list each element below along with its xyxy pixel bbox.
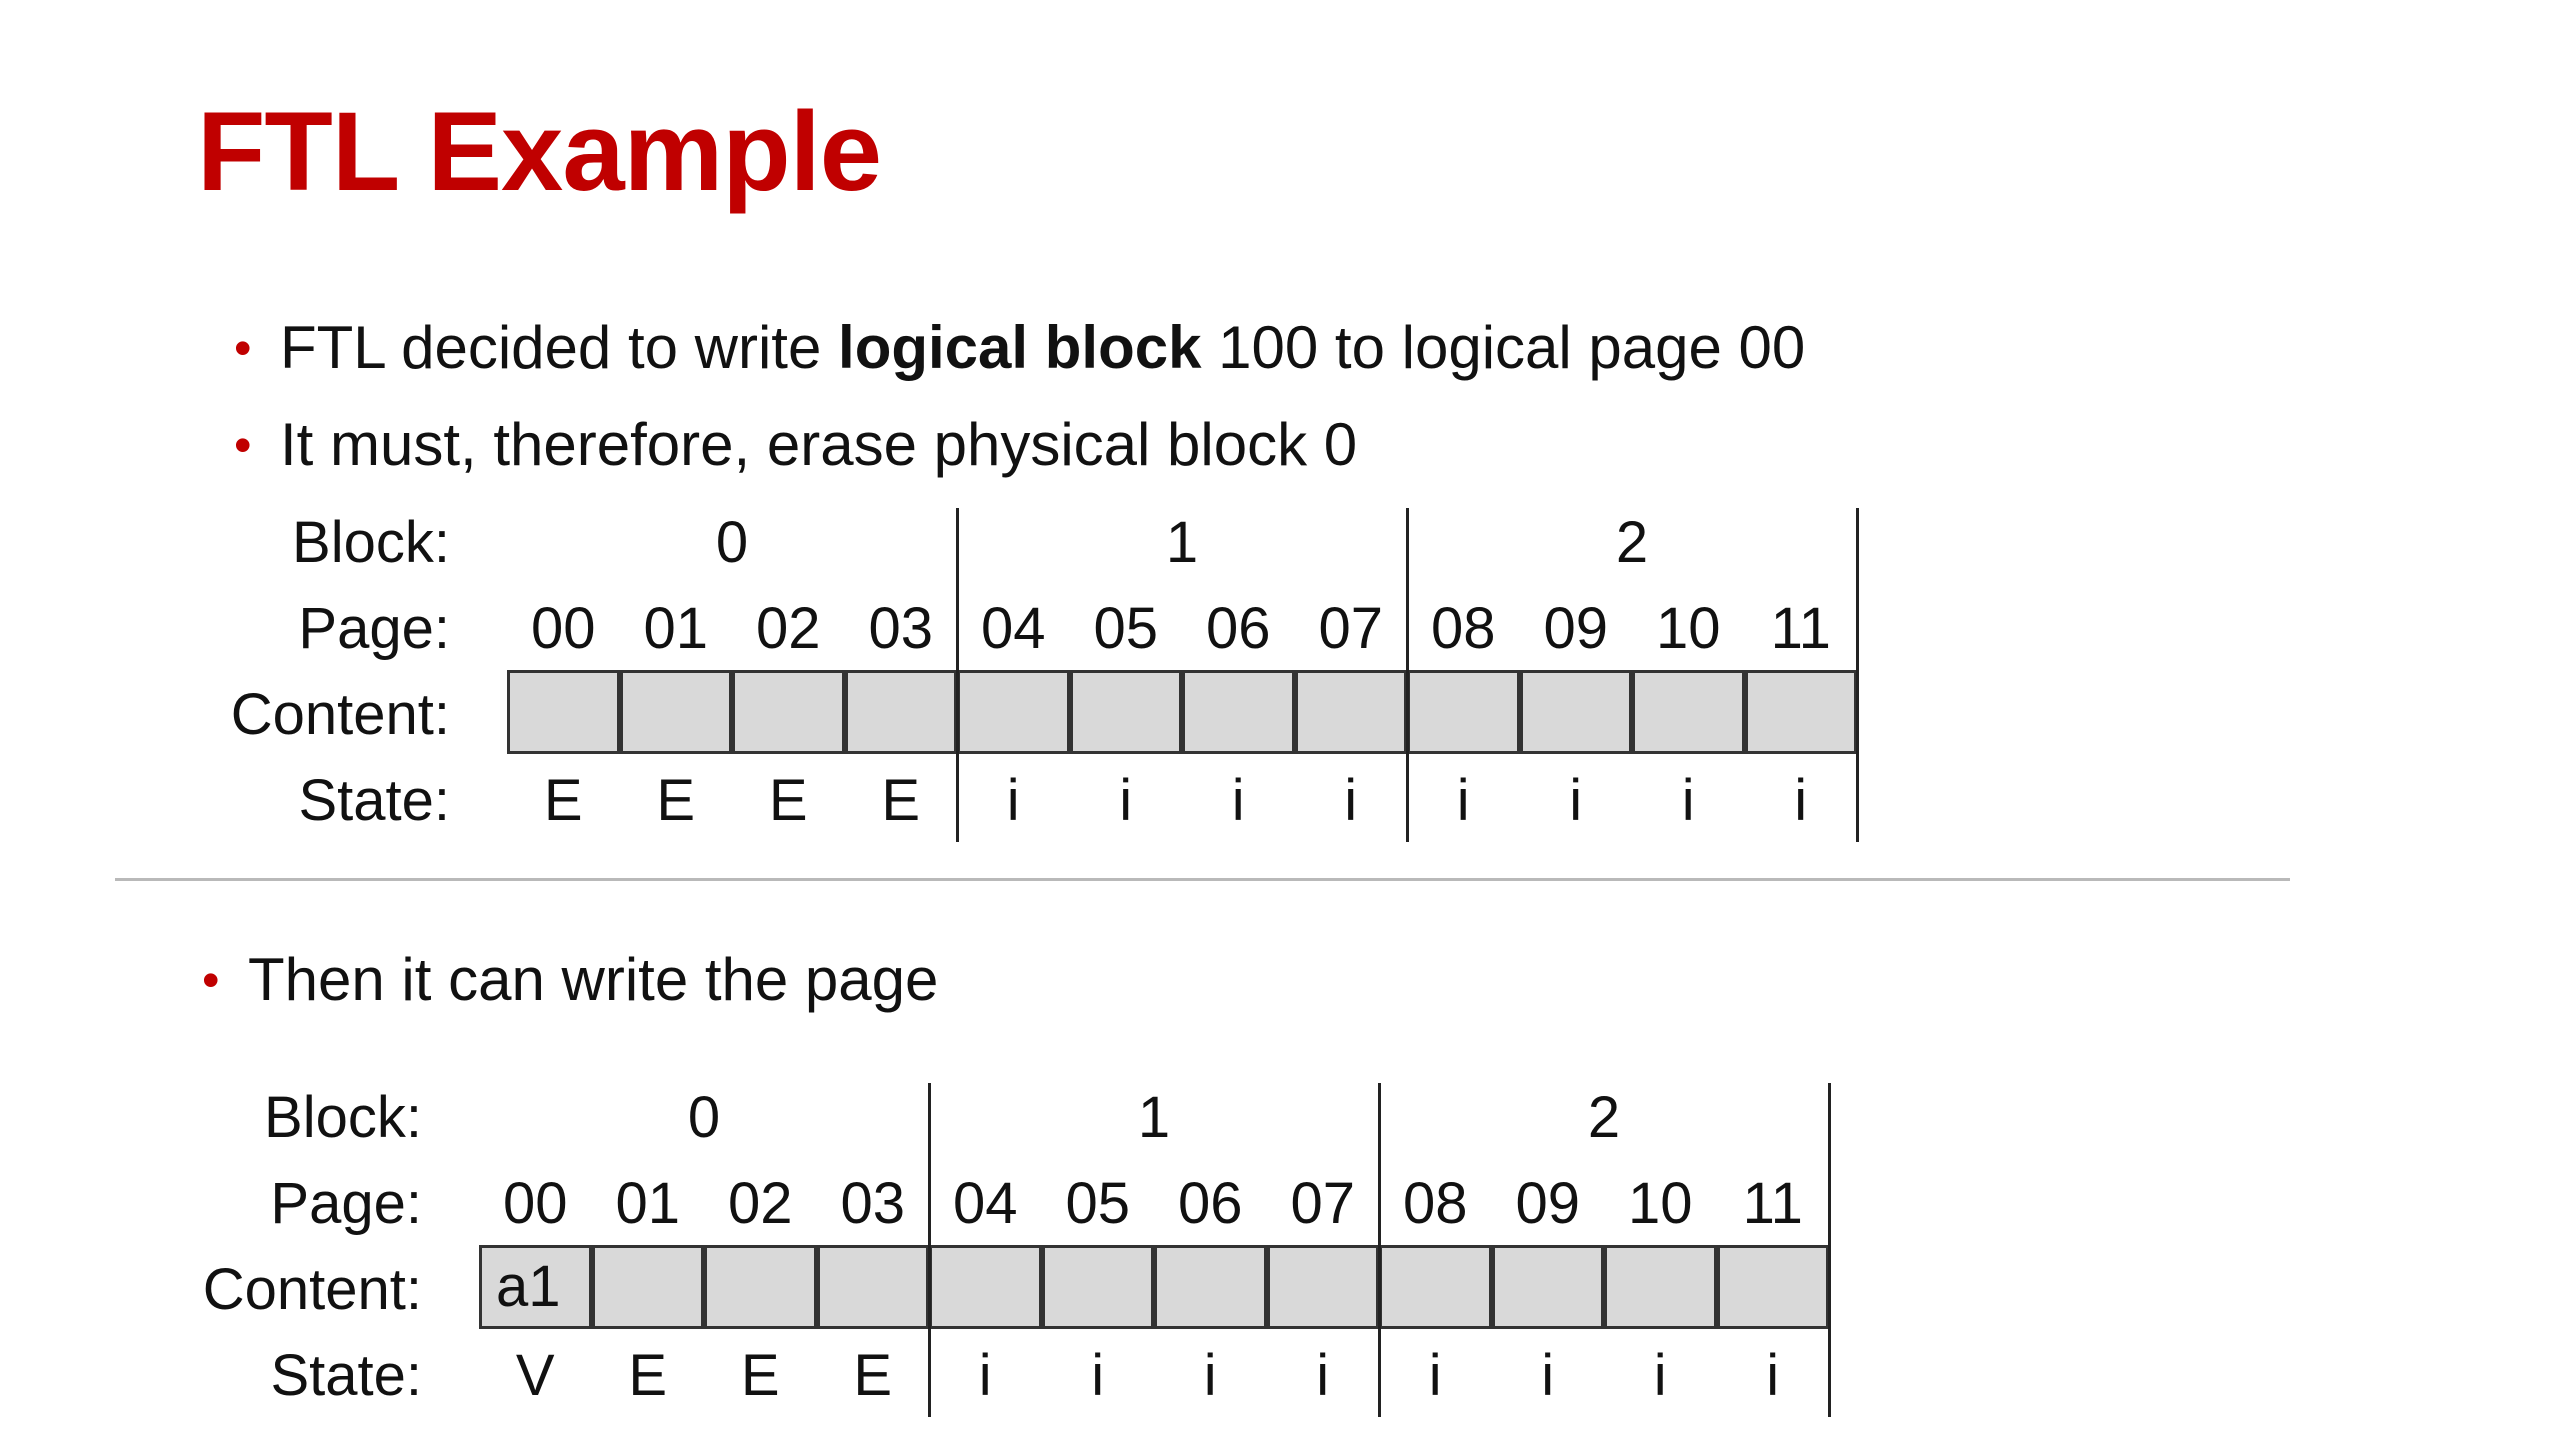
page-state: E	[628, 1343, 668, 1408]
bullet-2-text: It must, therefore, erase physical block 0	[280, 411, 1358, 478]
page-state: i	[1541, 1343, 1555, 1408]
block-number: 0	[715, 510, 749, 575]
content-cell	[1717, 1245, 1830, 1329]
page-number: 04	[980, 596, 1046, 661]
bullet-1-text-bold: logical block	[838, 314, 1202, 381]
page-state: i	[1006, 768, 1020, 833]
page-state: V	[515, 1343, 555, 1408]
content-label: Content:	[230, 682, 450, 747]
content-label: Content:	[202, 1257, 422, 1322]
block-separator	[1378, 1083, 1381, 1417]
content-cell	[1520, 670, 1633, 754]
page-number: 02	[755, 596, 821, 661]
content-cell	[1154, 1245, 1267, 1329]
content-cell	[1070, 670, 1183, 754]
page-state: i	[1119, 768, 1133, 833]
page-number: 10	[1655, 596, 1721, 661]
block-separator	[1406, 508, 1409, 842]
page-state: i	[978, 1343, 992, 1408]
content-cell	[1407, 670, 1520, 754]
content-cell	[620, 670, 733, 754]
page-number: 11	[1742, 1171, 1803, 1236]
block-number: 1	[1137, 1085, 1171, 1150]
page-number: 07	[1290, 1171, 1355, 1236]
page-state: i	[1766, 1343, 1780, 1408]
page-number: 00	[530, 596, 596, 661]
page-state: E	[656, 768, 696, 833]
page-number: 07	[1318, 596, 1383, 661]
page-number: 10	[1627, 1171, 1693, 1236]
page-state: i	[1794, 768, 1808, 833]
page-state: E	[740, 1343, 780, 1408]
block-label: Block:	[292, 510, 450, 575]
page-number: 09	[1515, 1171, 1580, 1236]
bullet-dot-icon: •	[234, 417, 252, 473]
block-separator	[928, 1083, 931, 1417]
page-number: 04	[952, 1171, 1018, 1236]
flash-diagram-write	[22, 1083, 1803, 1423]
bullet-2	[234, 411, 1358, 478]
content-cell: a1	[479, 1245, 592, 1329]
content-cell	[1632, 670, 1745, 754]
page-number: 05	[1093, 596, 1158, 661]
block-number: 0	[687, 1085, 721, 1150]
content-cell	[957, 670, 1070, 754]
content-cell	[1492, 1245, 1605, 1329]
bullet-3	[202, 946, 939, 1013]
bullet-1-text-pre: FTL decided to write	[280, 314, 839, 381]
state-label: State:	[270, 1343, 422, 1408]
bullet-1	[234, 314, 1806, 381]
content-cell	[1379, 1245, 1492, 1329]
content-cell	[1604, 1245, 1717, 1329]
page-number: 08	[1402, 1171, 1468, 1236]
page-state: i	[1344, 768, 1358, 833]
page-state: i	[1456, 768, 1470, 833]
page-state: i	[1091, 1343, 1105, 1408]
block-number: 2	[1587, 1085, 1621, 1150]
page-number: 02	[727, 1171, 793, 1236]
block-separator	[1828, 1083, 1831, 1417]
content-cell	[845, 670, 958, 754]
page-label: Page:	[270, 1171, 422, 1236]
page-number: 06	[1177, 1171, 1243, 1236]
page-state: i	[1203, 1343, 1217, 1408]
bullet-1-text-post: 100 to logical page 00	[1201, 314, 1806, 381]
page-state: E	[853, 1343, 893, 1408]
page-number: 03	[840, 1171, 905, 1236]
state-label: State:	[298, 768, 450, 833]
content-cell	[817, 1245, 930, 1329]
content-cell	[1295, 670, 1408, 754]
page-state: i	[1681, 768, 1695, 833]
page-number: 08	[1430, 596, 1496, 661]
page-number: 00	[502, 1171, 568, 1236]
page-state: i	[1653, 1343, 1667, 1408]
content-cell	[1182, 670, 1295, 754]
page-state: E	[881, 768, 921, 833]
page-state: i	[1231, 768, 1245, 833]
block-number: 2	[1615, 510, 1649, 575]
page-number: 06	[1205, 596, 1271, 661]
block-separator	[956, 508, 959, 842]
bullet-dot-icon: •	[202, 952, 220, 1008]
page-state: i	[1316, 1343, 1330, 1408]
page-state: E	[768, 768, 808, 833]
bullet-3-text: Then it can write the page	[248, 946, 939, 1013]
page-label: Page:	[298, 596, 450, 661]
content-cell	[1042, 1245, 1155, 1329]
block-separator	[1856, 508, 1859, 842]
block-number: 1	[1165, 510, 1199, 575]
page-number: 03	[868, 596, 933, 661]
page-number: 09	[1543, 596, 1608, 661]
page-number: 01	[615, 1171, 680, 1236]
content-cell	[1267, 1245, 1380, 1329]
page-state: i	[1428, 1343, 1442, 1408]
content-cell	[929, 1245, 1042, 1329]
content-cell	[704, 1245, 817, 1329]
flash-diagram-erase	[50, 508, 1831, 848]
page-number: 05	[1065, 1171, 1130, 1236]
slide-title: FTL Example	[197, 89, 882, 214]
content-cell	[592, 1245, 705, 1329]
block-label: Block:	[264, 1085, 422, 1150]
bullet-dot-icon: •	[234, 320, 252, 376]
section-divider	[115, 878, 2290, 881]
page-state: E	[543, 768, 583, 833]
page-number: 01	[643, 596, 708, 661]
page-state: i	[1569, 768, 1583, 833]
content-cell	[507, 670, 620, 754]
content-cell	[732, 670, 845, 754]
content-cell	[1745, 670, 1858, 754]
page-number: 11	[1770, 596, 1831, 661]
